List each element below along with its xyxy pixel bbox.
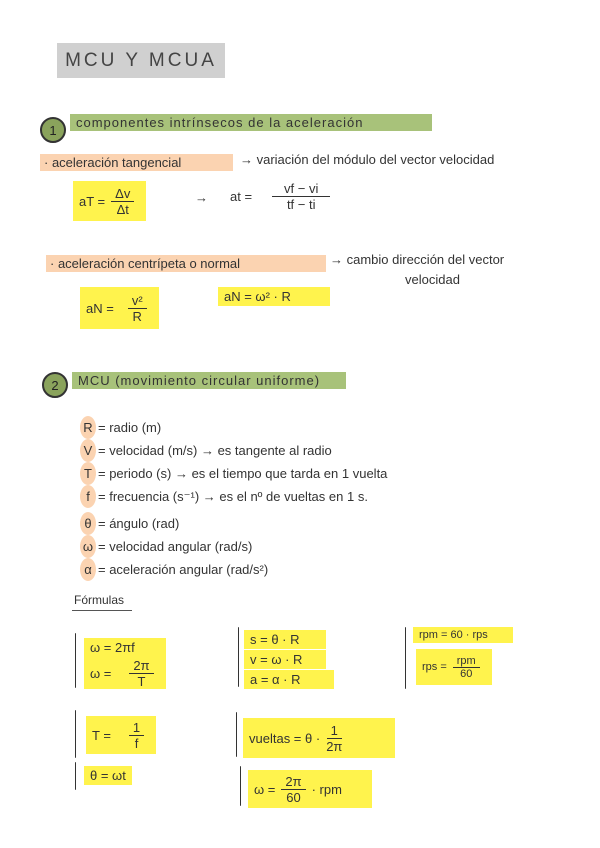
- arrow-icon: →: [195, 190, 208, 205]
- formula-den: R: [132, 308, 142, 324]
- list-item: [80, 512, 387, 535]
- normal-label: · aceleración centrípeta o normal: [46, 255, 326, 272]
- section-heading-2: MCU (movimiento circular uniforme): [72, 372, 346, 389]
- formula-num: Δv: [111, 186, 134, 202]
- tangential-label: · aceleración tangencial: [40, 154, 233, 171]
- symbol: θ: [80, 512, 96, 535]
- formula-lhs: rps =: [422, 661, 447, 673]
- definition: = radio (m): [98, 420, 162, 435]
- section-heading-1: componentes intrínsecos de la aceleración: [70, 114, 432, 131]
- formula-an-v2: [80, 287, 159, 329]
- list-item: [80, 439, 387, 462]
- formula-den: 60: [286, 789, 301, 805]
- list-item: [80, 558, 387, 581]
- formula-num: 2π: [129, 658, 153, 674]
- formula-den: 2π: [326, 738, 343, 754]
- brace-icon: [238, 627, 239, 687]
- formula-den: tf − ti: [286, 197, 316, 212]
- formula-omega-rpm: [248, 770, 372, 808]
- normal-desc-2: velocidad: [405, 272, 460, 287]
- symbol: T: [80, 462, 96, 485]
- brace-icon: [75, 710, 76, 758]
- brace-icon: [405, 627, 406, 689]
- formula-num: 1: [327, 723, 342, 739]
- formula-num: 2π: [281, 774, 305, 790]
- brace-icon: [75, 633, 76, 688]
- formula-rpm: rpm = 60 · rps: [413, 627, 513, 643]
- formula-a: a = α · R: [244, 670, 334, 689]
- formula-omega-f: ω = 2πf: [84, 638, 166, 657]
- symbol: R: [80, 416, 96, 439]
- formula-den: T: [137, 673, 146, 689]
- list-item: [80, 485, 387, 508]
- definition: = periodo (s) → es el tiempo que tarda en 1 vuelta: [98, 466, 388, 481]
- brace-icon: [240, 766, 241, 806]
- formula-lhs: ω =: [90, 665, 112, 681]
- formula-lhs: vueltas = θ ·: [249, 730, 321, 746]
- definition: = frecuencia (s⁻¹) → es el nº de vueltas en 1 s.: [98, 489, 368, 504]
- section-number-2: 2: [42, 372, 68, 398]
- formula-v: v = ω · R: [244, 650, 326, 669]
- formula-num: v²: [128, 293, 147, 309]
- formula-num: rpm: [453, 655, 480, 668]
- symbol: f: [80, 485, 96, 508]
- formula-den: Δt: [116, 201, 129, 217]
- formula-lhs: at =: [230, 189, 253, 204]
- formula-num: 1: [129, 720, 144, 736]
- list-item: [80, 462, 387, 485]
- formulas-heading: Fórmulas: [72, 593, 132, 611]
- brace-icon: [75, 762, 76, 790]
- list-item: [80, 416, 387, 439]
- formula-vueltas: [243, 718, 395, 758]
- tangential-desc: → variación del módulo del vector velocidad: [240, 152, 495, 167]
- formula-s: s = θ · R: [244, 630, 326, 649]
- list-item: [80, 535, 387, 558]
- formula-lhs: ω =: [254, 781, 276, 797]
- formula-omega-T: [84, 657, 166, 689]
- formula-lhs: T =: [92, 727, 111, 743]
- formula-rps: [416, 649, 492, 685]
- symbol: α: [80, 558, 96, 581]
- formula-lhs: aN =: [86, 300, 114, 316]
- brace-icon: [236, 712, 237, 757]
- formula-an-omega: aN = ω² · R: [218, 287, 330, 306]
- formula-den: f: [134, 735, 139, 751]
- definition: = ángulo (rad): [98, 516, 180, 531]
- formula-rhs: · rpm: [311, 781, 342, 797]
- definition: = velocidad angular (rad/s): [98, 539, 253, 554]
- definition: = aceleración angular (rad/s²): [98, 562, 269, 577]
- definition: = velocidad (m/s) → es tangente al radio: [98, 443, 332, 458]
- formula-at-delta: [73, 181, 146, 221]
- section-number-1: 1: [40, 117, 66, 143]
- page-title: MCU Y MCUA: [57, 43, 225, 78]
- formula-den: 60: [460, 667, 473, 680]
- normal-desc: → cambio dirección del vector: [330, 252, 505, 267]
- formula-num: vf − vi: [272, 181, 330, 197]
- formula-T: [86, 716, 156, 754]
- formula-theta: θ = ωt: [84, 766, 132, 785]
- formula-at-values: [230, 181, 336, 212]
- formula-lhs: aT =: [79, 193, 106, 209]
- symbol: ω: [80, 535, 96, 558]
- definitions-list: [80, 416, 387, 581]
- symbol: V: [80, 439, 96, 462]
